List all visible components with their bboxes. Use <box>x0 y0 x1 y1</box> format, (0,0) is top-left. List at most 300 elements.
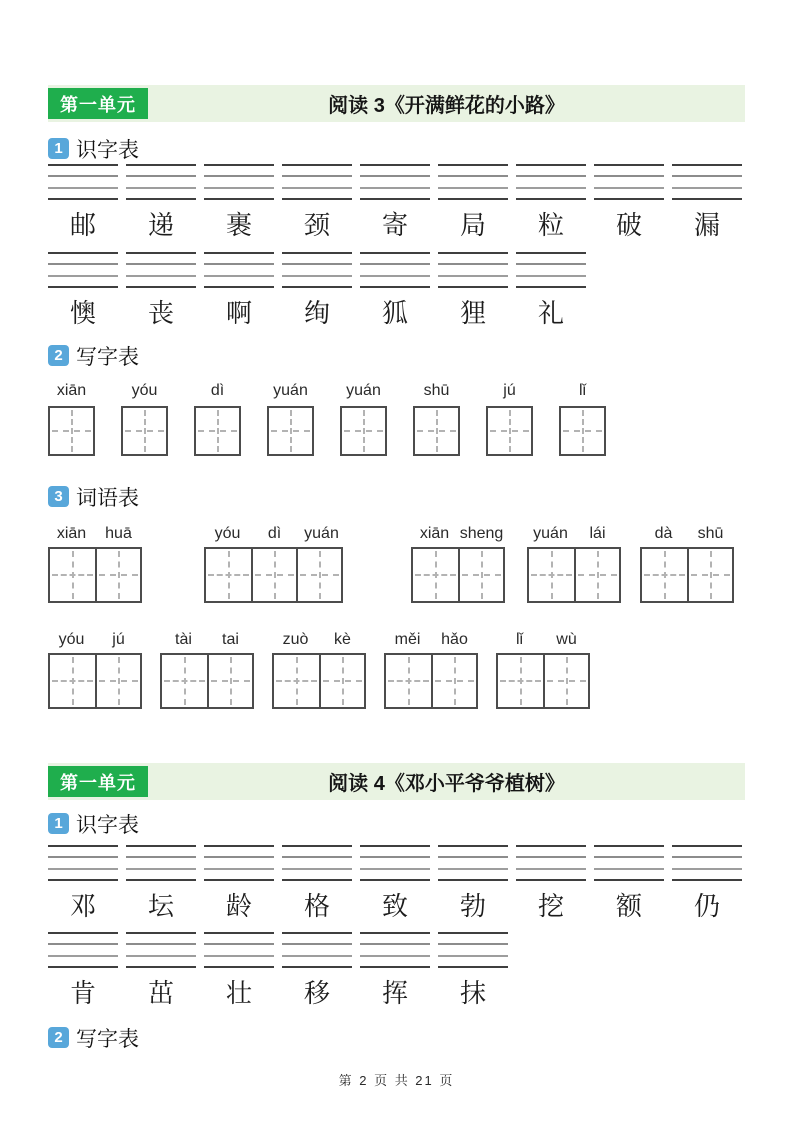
character: 邮 <box>69 211 96 241</box>
word-tianzige-box <box>204 547 343 603</box>
pinyin-grid-line <box>204 856 274 858</box>
word-tianzige-box <box>48 547 142 603</box>
pinyin-grid-line <box>282 845 352 847</box>
xiezi-item <box>413 382 460 456</box>
character-cell <box>672 164 742 240</box>
character: 壮 <box>225 979 252 1009</box>
character-cell <box>438 932 508 1008</box>
grid-horizontal-dashed-line <box>255 574 294 576</box>
pinyin-grid-line <box>204 286 274 288</box>
pinyin-grid-line <box>48 286 118 288</box>
pinyin-label: kè <box>334 631 351 648</box>
tianzige-cell <box>687 549 732 601</box>
pinyin-grid-line <box>126 966 196 968</box>
pinyin-four-line-grid <box>204 252 274 288</box>
pinyin-grid-line <box>126 275 196 277</box>
pinyin-grid-line <box>516 286 586 288</box>
grid-horizontal-dashed-line <box>531 574 572 576</box>
pinyin-grid-line <box>48 845 118 847</box>
pinyin-grid-line <box>48 198 118 200</box>
character-cell <box>126 932 196 1008</box>
pinyin-grid-line <box>672 856 742 858</box>
pinyin-label: yóu <box>131 382 158 399</box>
character-cell <box>672 845 742 921</box>
pinyin-label: yóu <box>58 631 85 648</box>
pinyin-label: yóu <box>214 525 241 542</box>
pinyin-grid-line <box>438 175 508 177</box>
pinyin-grid-line <box>516 164 586 166</box>
grid-horizontal-dashed-line <box>344 430 383 432</box>
character-cell <box>594 845 664 921</box>
word-tianzige-box <box>160 653 254 709</box>
pinyin-grid-line <box>126 845 196 847</box>
pinyin-grid-line <box>360 868 430 870</box>
pinyin-grid-line <box>594 175 664 177</box>
pinyin-grid-line <box>282 955 352 957</box>
character: 肯 <box>69 979 96 1009</box>
tianzige-cell <box>206 549 251 601</box>
character: 狐 <box>381 299 408 329</box>
tianzige-box <box>340 406 387 456</box>
xiezi-item <box>121 382 168 456</box>
grid-horizontal-dashed-line <box>500 680 541 682</box>
tianzige-box <box>486 406 533 456</box>
character: 抹 <box>459 979 486 1009</box>
pinyin-grid-line <box>126 868 196 870</box>
character-cell <box>516 164 586 240</box>
character: 挖 <box>537 892 564 922</box>
pinyin-grid-line <box>438 845 508 847</box>
grid-horizontal-dashed-line <box>435 680 474 682</box>
character: 局 <box>459 211 486 241</box>
pinyin-grid-line <box>126 932 196 934</box>
pinyin-grid-line <box>282 275 352 277</box>
tianzige-cell <box>543 655 588 707</box>
pinyin-label: yuán <box>346 382 381 399</box>
shizi-heading-label: 识字表 <box>76 812 139 837</box>
character-cell <box>438 252 508 328</box>
pinyin-label: yuán <box>304 525 339 542</box>
unit-badge: 第一单元 <box>48 766 148 797</box>
pinyin-grid-line <box>360 275 430 277</box>
pinyin-grid-line <box>126 263 196 265</box>
pinyin-grid-line <box>672 175 742 177</box>
pinyin-grid-line <box>48 175 118 177</box>
pinyin-grid-line <box>48 879 118 881</box>
pinyin-four-line-grid <box>126 932 196 968</box>
tianzige-box <box>194 406 241 456</box>
grid-horizontal-dashed-line <box>276 680 317 682</box>
pinyin-grid-line <box>438 164 508 166</box>
tianzige-cell <box>431 655 476 707</box>
pinyin-grid-line <box>48 187 118 189</box>
pinyin-grid-line <box>672 198 742 200</box>
character-cell <box>360 252 430 328</box>
tianzige-box <box>121 406 168 456</box>
pinyin-four-line-grid <box>438 845 508 881</box>
pinyin-grid-line <box>438 856 508 858</box>
word-tianzige-box <box>527 547 621 603</box>
character-cell <box>204 845 274 921</box>
pinyin-four-line-grid <box>438 932 508 968</box>
pinyin-grid-line <box>126 164 196 166</box>
xiezi-item <box>48 382 95 456</box>
character-cell <box>516 252 586 328</box>
character-cell <box>282 164 352 240</box>
pinyin-label: xiān <box>56 525 87 542</box>
grid-horizontal-dashed-line <box>52 574 93 576</box>
pinyin-label: shū <box>697 525 724 542</box>
pinyin-grid-line <box>126 955 196 957</box>
grid-horizontal-dashed-line <box>125 430 164 432</box>
character-cell <box>360 164 430 240</box>
character: 坛 <box>147 892 174 922</box>
grid-horizontal-dashed-line <box>300 574 339 576</box>
pinyin-grid-line <box>126 252 196 254</box>
pinyin-four-line-grid <box>282 932 352 968</box>
pinyin-label: huā <box>105 525 132 542</box>
word-group <box>160 631 254 709</box>
character-cell <box>48 845 118 921</box>
pinyin-grid-line <box>594 198 664 200</box>
pinyin-grid-line <box>672 164 742 166</box>
pinyin-grid-line <box>48 955 118 957</box>
pinyin-four-line-grid <box>360 845 430 881</box>
character-cell <box>438 845 508 921</box>
character-row <box>48 164 745 240</box>
unit-header-bar <box>48 85 745 122</box>
ciyu-row <box>48 525 745 603</box>
pinyin-grid-line <box>204 198 274 200</box>
tianzige-cell <box>574 549 619 601</box>
pinyin-grid-line <box>672 845 742 847</box>
character-cell <box>204 932 274 1008</box>
pinyin-four-line-grid <box>126 845 196 881</box>
word-pinyin-row <box>411 525 505 547</box>
tianzige-cell <box>95 655 140 707</box>
character: 移 <box>303 979 330 1009</box>
pinyin-grid-line <box>282 868 352 870</box>
pinyin-four-line-grid <box>282 252 352 288</box>
tianzige-cell <box>251 549 296 601</box>
pinyin-grid-line <box>204 955 274 957</box>
grid-horizontal-dashed-line <box>644 574 685 576</box>
pinyin-grid-line <box>204 275 274 277</box>
section-number-badge: 1 <box>48 813 69 834</box>
pinyin-grid-line <box>360 856 430 858</box>
xiezi-heading-label: 写字表 <box>76 344 139 369</box>
pinyin-grid-line <box>360 252 430 254</box>
pinyin-grid-line <box>126 943 196 945</box>
character: 递 <box>147 211 174 241</box>
word-pinyin-row <box>160 631 254 653</box>
grid-horizontal-dashed-line <box>417 430 456 432</box>
pinyin-grid-line <box>516 175 586 177</box>
character: 破 <box>615 211 642 241</box>
pinyin-grid-line <box>48 164 118 166</box>
pinyin-grid-line <box>516 845 586 847</box>
pinyin-grid-line <box>438 955 508 957</box>
pinyin-grid-line <box>126 879 196 881</box>
pinyin-grid-line <box>282 198 352 200</box>
character: 挥 <box>381 979 408 1009</box>
pinyin-label: tai <box>222 631 239 648</box>
tianzige-cell <box>529 549 574 601</box>
pinyin-grid-line <box>360 932 430 934</box>
grid-horizontal-dashed-line <box>490 430 529 432</box>
pinyin-grid-line <box>594 164 664 166</box>
tianzige-cell <box>498 655 543 707</box>
pinyin-grid-line <box>282 856 352 858</box>
tianzige-cell <box>386 655 431 707</box>
pinyin-four-line-grid <box>438 252 508 288</box>
pinyin-label: wù <box>556 631 577 648</box>
xiezi-heading-label: 写字表 <box>76 1026 139 1051</box>
pinyin-four-line-grid <box>594 845 664 881</box>
character-cell <box>438 164 508 240</box>
pinyin-four-line-grid <box>204 932 274 968</box>
unit-header-bar <box>48 763 745 800</box>
pinyin-grid-line <box>282 286 352 288</box>
pinyin-four-line-grid <box>282 845 352 881</box>
word-tianzige-box <box>384 653 478 709</box>
character: 绚 <box>303 299 330 329</box>
word-group <box>48 631 142 709</box>
character-row <box>48 932 745 1008</box>
pinyin-grid-line <box>282 966 352 968</box>
word-group <box>204 525 345 603</box>
pinyin-label: zuò <box>282 631 309 648</box>
pinyin-grid-line <box>282 932 352 934</box>
pinyin-grid-line <box>438 932 508 934</box>
pinyin-label: dì <box>267 525 282 542</box>
pinyin-grid-line <box>126 187 196 189</box>
pinyin-grid-line <box>360 943 430 945</box>
pinyin-label: yuán <box>273 382 308 399</box>
ciyu-row <box>48 631 745 709</box>
word-pinyin-row <box>204 525 345 547</box>
pinyin-grid-line <box>438 187 508 189</box>
grid-horizontal-dashed-line <box>691 574 730 576</box>
grid-horizontal-dashed-line <box>52 680 93 682</box>
pinyin-label: lǐ <box>515 631 524 648</box>
xiezi-heading <box>48 342 745 369</box>
character: 粒 <box>537 211 564 241</box>
ciyu-heading-label: 词语表 <box>76 485 139 510</box>
pinyin-label: měi <box>394 631 421 648</box>
pinyin-grid-line <box>282 175 352 177</box>
pinyin-label: xiān <box>419 525 450 542</box>
pinyin-four-line-grid <box>48 252 118 288</box>
pinyin-grid-line <box>594 845 664 847</box>
grid-horizontal-dashed-line <box>271 430 310 432</box>
character: 茁 <box>147 979 174 1009</box>
pinyin-label: tài <box>175 631 192 648</box>
pinyin-grid-line <box>516 187 586 189</box>
pinyin-label: sheng <box>459 525 504 542</box>
word-pinyin-row <box>640 525 734 547</box>
pinyin-grid-line <box>516 856 586 858</box>
pinyin-grid-line <box>672 187 742 189</box>
pinyin-four-line-grid <box>48 932 118 968</box>
pinyin-grid-line <box>438 198 508 200</box>
xiezi-item <box>267 382 314 456</box>
pinyin-grid-line <box>204 879 274 881</box>
pinyin-grid-line <box>282 879 352 881</box>
character-cell <box>126 252 196 328</box>
pinyin-four-line-grid <box>516 164 586 200</box>
pinyin-four-line-grid <box>282 164 352 200</box>
pinyin-grid-line <box>360 955 430 957</box>
tianzige-cell <box>50 655 95 707</box>
pinyin-grid-line <box>360 263 430 265</box>
pinyin-grid-line <box>48 252 118 254</box>
pinyin-grid-line <box>516 263 586 265</box>
word-pinyin-row <box>48 631 142 653</box>
pinyin-grid-line <box>204 966 274 968</box>
word-group <box>384 631 478 709</box>
pinyin-grid-line <box>360 845 430 847</box>
pinyin-grid-line <box>438 275 508 277</box>
pinyin-four-line-grid <box>516 252 586 288</box>
pinyin-grid-line <box>672 868 742 870</box>
grid-horizontal-dashed-line <box>323 680 362 682</box>
pinyin-grid-line <box>126 198 196 200</box>
character-cell <box>360 932 430 1008</box>
pinyin-grid-line <box>126 175 196 177</box>
word-pinyin-row <box>527 525 621 547</box>
character: 额 <box>615 892 642 922</box>
pinyin-four-line-grid <box>204 164 274 200</box>
pinyin-grid-line <box>516 275 586 277</box>
pinyin-grid-line <box>516 252 586 254</box>
pinyin-label: yuán <box>533 525 568 542</box>
shizi-heading-label: 识字表 <box>76 137 139 162</box>
pinyin-grid-line <box>360 286 430 288</box>
pinyin-grid-line <box>282 943 352 945</box>
pinyin-label: lái <box>589 525 606 542</box>
pinyin-four-line-grid <box>360 252 430 288</box>
xiezi-item <box>194 382 241 456</box>
tianzige-box <box>267 406 314 456</box>
character: 啊 <box>225 299 252 329</box>
pinyin-grid-line <box>360 966 430 968</box>
character: 狸 <box>459 299 486 329</box>
shizi-heading <box>48 810 745 837</box>
pinyin-four-line-grid <box>360 932 430 968</box>
character: 邓 <box>69 892 96 922</box>
character: 懊 <box>69 299 96 329</box>
tianzige-box <box>413 406 460 456</box>
character-row <box>48 845 745 921</box>
word-group <box>527 525 621 603</box>
character-cell <box>516 845 586 921</box>
pinyin-grid-line <box>282 187 352 189</box>
pinyin-four-line-grid <box>48 164 118 200</box>
word-pinyin-row <box>384 631 478 653</box>
unit-badge: 第一单元 <box>48 88 148 119</box>
grid-horizontal-dashed-line <box>198 430 237 432</box>
pinyin-four-line-grid <box>594 164 664 200</box>
word-pinyin-row <box>496 631 590 653</box>
pinyin-grid-line <box>48 932 118 934</box>
grid-horizontal-dashed-line <box>547 680 586 682</box>
pinyin-grid-line <box>594 879 664 881</box>
word-pinyin-row <box>48 525 142 547</box>
character-cell <box>48 164 118 240</box>
pinyin-four-line-grid <box>672 164 742 200</box>
character-cell <box>48 252 118 328</box>
character-cell <box>594 164 664 240</box>
character-cell <box>204 164 274 240</box>
pinyin-grid-line <box>282 252 352 254</box>
pinyin-grid-line <box>594 187 664 189</box>
pinyin-grid-line <box>594 856 664 858</box>
word-tianzige-box <box>496 653 590 709</box>
pinyin-grid-line <box>360 164 430 166</box>
pinyin-four-line-grid <box>204 845 274 881</box>
pinyin-grid-line <box>204 175 274 177</box>
xiezi-item <box>340 382 387 456</box>
pinyin-grid-line <box>204 252 274 254</box>
pinyin-grid-line <box>438 252 508 254</box>
pinyin-four-line-grid <box>126 164 196 200</box>
tianzige-box <box>48 406 95 456</box>
pinyin-grid-line <box>48 966 118 968</box>
character-cell <box>282 845 352 921</box>
tianzige-cell <box>458 549 503 601</box>
pinyin-grid-line <box>594 868 664 870</box>
word-group <box>48 525 142 603</box>
grid-horizontal-dashed-line <box>164 680 205 682</box>
pinyin-grid-line <box>48 275 118 277</box>
grid-horizontal-dashed-line <box>462 574 501 576</box>
word-group <box>496 631 590 709</box>
pinyin-grid-line <box>360 187 430 189</box>
tianzige-cell <box>162 655 207 707</box>
section-number-badge: 1 <box>48 138 69 159</box>
word-group <box>411 525 505 603</box>
pinyin-grid-line <box>48 263 118 265</box>
character-cell <box>282 932 352 1008</box>
pinyin-grid-line <box>126 856 196 858</box>
tianzige-cell <box>642 549 687 601</box>
pinyin-grid-line <box>204 164 274 166</box>
section-number-badge: 2 <box>48 1027 69 1048</box>
pinyin-grid-line <box>360 879 430 881</box>
tianzige-cell <box>274 655 319 707</box>
grid-horizontal-dashed-line <box>415 574 456 576</box>
pinyin-grid-line <box>204 868 274 870</box>
pinyin-grid-line <box>438 286 508 288</box>
character: 龄 <box>225 892 252 922</box>
ciyu-heading <box>48 483 745 510</box>
tianzige-cell <box>319 655 364 707</box>
word-tianzige-box <box>640 547 734 603</box>
grid-horizontal-dashed-line <box>99 574 138 576</box>
pinyin-grid-line <box>48 856 118 858</box>
pinyin-four-line-grid <box>126 252 196 288</box>
character: 裹 <box>225 211 252 241</box>
word-pinyin-row <box>272 631 366 653</box>
pinyin-four-line-grid <box>48 845 118 881</box>
pinyin-label: dà <box>654 525 673 542</box>
pinyin-grid-line <box>360 198 430 200</box>
grid-horizontal-dashed-line <box>563 430 602 432</box>
character: 寄 <box>381 211 408 241</box>
pinyin-grid-line <box>126 286 196 288</box>
pinyin-grid-line <box>204 932 274 934</box>
